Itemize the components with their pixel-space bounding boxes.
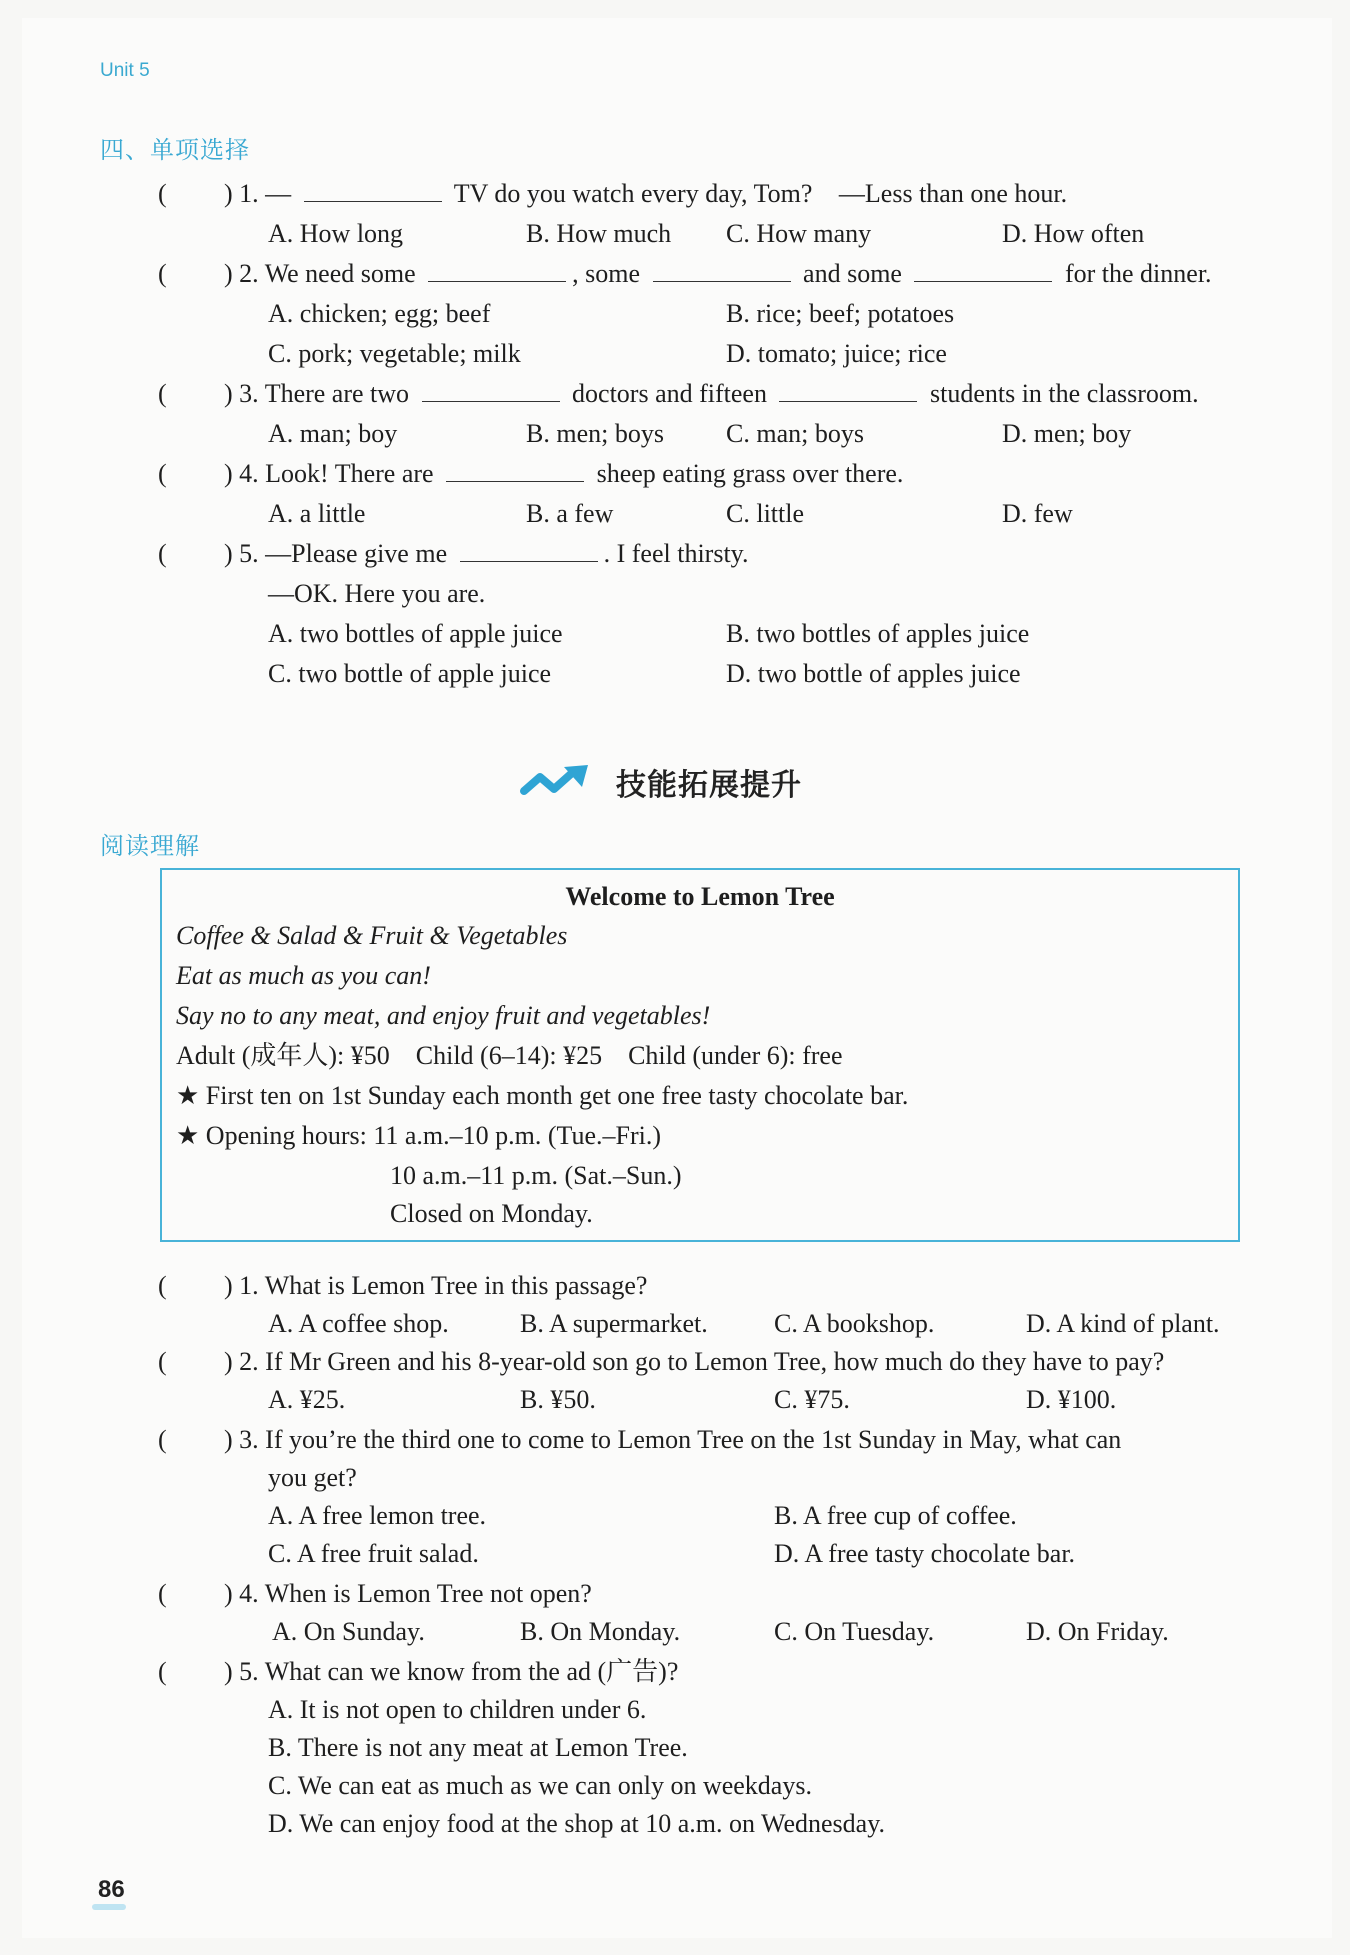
question-1-reply: —Less than one hour.: [838, 179, 1068, 208]
option-b: B. two bottles of apples juice: [726, 619, 1030, 648]
option-a: A. On Sunday.: [272, 1617, 425, 1646]
option-c: C. man; boys: [726, 419, 864, 448]
question-4-number: ) 4. Look! There are: [224, 459, 434, 488]
option-c: C. On Tuesday.: [774, 1617, 935, 1646]
option-c: C. A bookshop.: [774, 1309, 935, 1338]
ad-prices: Adult (成年人): ¥50 Child (6–14): ¥25 Child (under 6): free: [176, 1041, 843, 1070]
question-3: [224, 378, 1199, 410]
option-d: D. A free tasty chocolate bar.: [774, 1539, 1076, 1568]
blank: [428, 259, 566, 282]
answer-paren: (: [158, 179, 167, 208]
option-a: A. It is not open to children under 6.: [268, 1695, 647, 1724]
blank: [460, 539, 598, 562]
reading-question-1: ) 1. What is Lemon Tree in this passage?: [224, 1271, 648, 1300]
option-c: C. We can eat as much as we can only on weekdays.: [268, 1771, 812, 1800]
section-title-reading: 阅读理解: [100, 832, 200, 860]
option-b: B. How much: [526, 219, 672, 248]
option-b: B. ¥50.: [520, 1385, 596, 1414]
question-4-text: sheep eating grass over there.: [596, 459, 904, 488]
section-title-multiple-choice: 四、单项选择: [100, 136, 250, 164]
answer-paren: (: [158, 1347, 167, 1376]
reading-question-2: ) 2. If Mr Green and his 8-year-old son go to Lemon Tree, how much do they have to pay?: [224, 1347, 1165, 1376]
option-d: D. tomato; juice; rice: [726, 339, 947, 368]
option-b: B. On Monday.: [520, 1617, 681, 1646]
skills-banner: [520, 760, 802, 804]
ad-line: Coffee & Salad & Fruit & Vegetables: [176, 921, 568, 950]
option-c: C. two bottle of apple juice: [268, 659, 552, 688]
page-number-highlight: [92, 1904, 126, 1910]
question-4: [224, 458, 903, 490]
answer-paren: (: [158, 259, 167, 288]
ad-line: ★ Opening hours: 11 a.m.–10 p.m. (Tue.–Fri.): [176, 1121, 662, 1150]
question-5-reply: —OK. Here you are.: [268, 579, 486, 608]
blank: [914, 259, 1052, 282]
question-5: [224, 538, 749, 570]
reading-question-5: ) 5. What can we know from the ad (广告)?: [224, 1657, 679, 1686]
option-c: C. ¥75.: [774, 1385, 850, 1414]
option-b: B. a few: [526, 499, 614, 528]
option-a: A. a little: [268, 499, 366, 528]
page-number: 86: [98, 1876, 125, 1903]
question-1: [224, 178, 1067, 210]
question-3-text-1: doctors and fifteen: [572, 379, 767, 408]
question-5-number: ) 5. —Please give me: [224, 539, 448, 568]
blank: [422, 379, 560, 402]
question-5-text: . I feel thirsty.: [603, 539, 749, 568]
question-2-text-3: for the dinner.: [1064, 259, 1212, 288]
option-d: D. On Friday.: [1026, 1617, 1169, 1646]
ad-line: Closed on Monday.: [390, 1199, 593, 1228]
question-2-text-1: , some: [572, 259, 641, 288]
blank: [446, 459, 584, 482]
option-a: A. chicken; egg; beef: [268, 299, 491, 328]
answer-paren: (: [158, 1657, 167, 1686]
option-b: B. men; boys: [526, 419, 664, 448]
reading-question-4: ) 4. When is Lemon Tree not open?: [224, 1579, 592, 1608]
option-d: D. ¥100.: [1026, 1385, 1117, 1414]
answer-paren: (: [158, 379, 167, 408]
question-2: [224, 258, 1212, 290]
option-c: C. pork; vegetable; milk: [268, 339, 521, 368]
option-a: A. ¥25.: [268, 1385, 346, 1414]
question-2-text-2: and some: [803, 259, 902, 288]
question-1-number: ) 1. —: [224, 179, 292, 208]
ad-line: ★ First ten on 1st Sunday each month get one free tasty chocolate bar.: [176, 1081, 909, 1110]
option-c: C. little: [726, 499, 804, 528]
option-a: A. man; boy: [268, 419, 398, 448]
option-c: C. How many: [726, 219, 872, 248]
answer-paren: (: [158, 1271, 167, 1300]
option-d: D. few: [1002, 499, 1073, 528]
ad-line: Eat as much as you can!: [176, 961, 431, 990]
option-d: D. men; boy: [1002, 419, 1132, 448]
option-a: A. A free lemon tree.: [268, 1501, 487, 1530]
question-3-number: ) 3. There are two: [224, 379, 410, 408]
trend-arrow-icon: [520, 765, 592, 799]
option-d: D. A kind of plant.: [1026, 1309, 1220, 1338]
ad-box: [160, 868, 1240, 1242]
option-d: D. How often: [1002, 219, 1145, 248]
option-d: D. We can enjoy food at the shop at 10 a.m. on Wednesday.: [268, 1809, 886, 1838]
option-b: B. A free cup of coffee.: [774, 1501, 1017, 1530]
answer-paren: (: [158, 539, 167, 568]
question-3-text-2: students in the classroom.: [929, 379, 1199, 408]
question-2-number: ) 2. We need some: [224, 259, 416, 288]
blank: [779, 379, 917, 402]
option-a: A. How long: [268, 219, 404, 248]
option-b: B. rice; beef; potatoes: [726, 299, 955, 328]
answer-paren: (: [158, 1425, 167, 1454]
blank: [653, 259, 791, 282]
option-c: C. A free fruit salad.: [268, 1539, 479, 1568]
option-b: B. A supermarket.: [520, 1309, 708, 1338]
ad-line: 10 a.m.–11 p.m. (Sat.–Sun.): [390, 1161, 682, 1190]
reading-question-3: ) 3. If you’re the third one to come to Lemon Tree on the 1st Sunday in May, what can: [224, 1425, 1122, 1454]
option-b: B. There is not any meat at Lemon Tree.: [268, 1733, 688, 1762]
banner-title: 技能拓展提升: [616, 768, 802, 803]
answer-paren: (: [158, 1579, 167, 1608]
option-a: A. two bottles of apple juice: [268, 619, 563, 648]
ad-title: Welcome to Lemon Tree: [565, 882, 835, 911]
answer-paren: (: [158, 459, 167, 488]
option-d: D. two bottle of apples juice: [726, 659, 1021, 688]
reading-question-3-cont: you get?: [268, 1463, 357, 1492]
blank: [304, 179, 442, 202]
option-a: A. A coffee shop.: [268, 1309, 449, 1338]
ad-line: Say no to any meat, and enjoy fruit and vegetables!: [176, 1001, 711, 1030]
question-1-text: TV do you watch every day, Tom?: [453, 179, 813, 208]
unit-label: Unit 5: [100, 60, 150, 81]
